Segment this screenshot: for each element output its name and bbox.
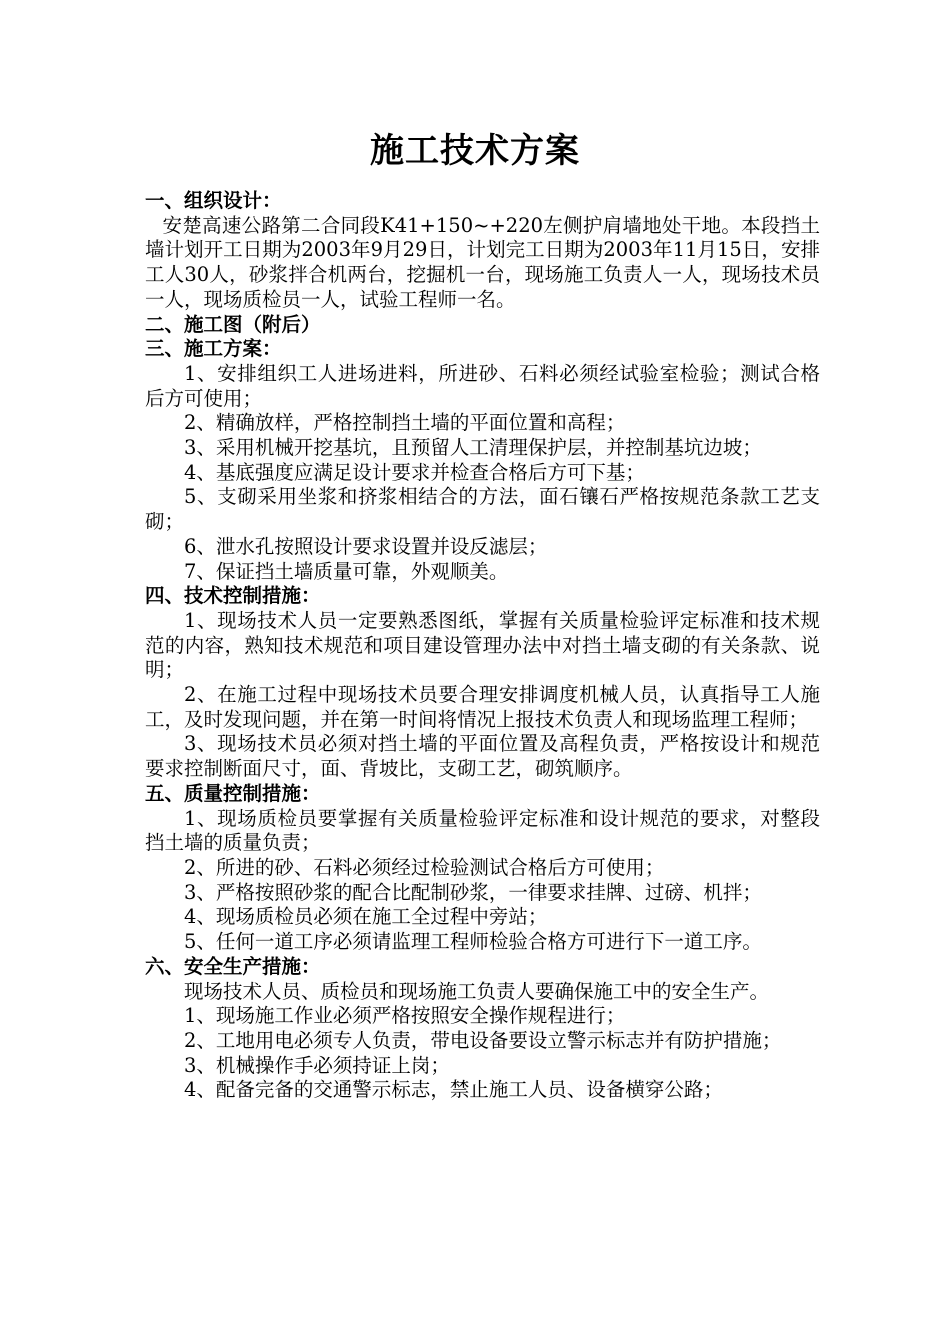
list-item: 1、现场施工作业必须严格按照安全操作规程进行； <box>184 1004 626 1028</box>
list-item: 6、泄水孔按照设计要求设置并设反滤层； <box>184 534 548 558</box>
list-item: 4、基底强度应满足设计要求并检查合格后方可下基； <box>184 460 645 484</box>
section-heading-drawings: 二、施工图（附后） <box>145 312 321 336</box>
list-item: 1、现场质检员要掌握有关质量检验评定标准和设计规范的要求，对整段挡土墙的质量负责； <box>145 806 820 855</box>
paragraph: 安楚高速公路第二合同段K41+150~+220左侧护肩墙地处干地。本段挡土墙计划开工日期为2003年9月29日，计划完工日期为2003年11月15日，安排工人30人，砂浆拌合机两台，挖掘机一台，现场施工负责人一人，现场技术员一人，现场质检员一人，试验工程师一名。 <box>145 213 820 311</box>
list-item: 1、现场技术人员一定要熟悉图纸，掌握有关质量检验评定标准和技术规范的内容，熟知技术规范和项目建设管理办法中对挡土墙支砌的有关条款、说明； <box>145 608 820 682</box>
list-item: 3、严格按照砂浆的配合比配制砂浆，一律要求挂牌、过磅、机拌； <box>184 880 762 904</box>
section-heading-technical-control: 四、技术控制措施： <box>145 584 321 608</box>
list-item: 4、配备完备的交通警示标志，禁止施工人员、设备横穿公路； <box>184 1078 723 1102</box>
list-item: 3、采用机械开挖基坑，且预留人工清理保护层，并控制基坑边坡； <box>184 436 762 460</box>
list-item: 2、在施工过程中现场技术员要合理安排调度机械人员，认真指导工人施工，及时发现问题，并在第一时间将情况上报技术负责人和现场监理工程师； <box>145 683 820 731</box>
section-heading-safety: 六、安全生产措施： <box>145 954 321 978</box>
section-heading-quality-control: 五、质量控制措施： <box>145 781 321 805</box>
list-item: 5、任何一道工序必须请监理工程师检验合格方可进行下一道工序。 <box>184 930 762 954</box>
list-item: 5、支砌采用坐浆和挤浆相结合的方法，面石镶石严格按规范条款工艺支砌； <box>145 485 820 534</box>
paragraph: 现场技术人员、质检员和现场施工负责人要确保施工中的安全生产。 <box>184 979 770 1003</box>
list-item: 2、工地用电必须专人负责，带电设备要设立警示标志并有防护措施； <box>184 1028 782 1052</box>
document-title: 施工技术方案 <box>370 131 580 171</box>
list-item: 3、机械操作手必须持证上岗； <box>184 1053 450 1077</box>
document-body <box>145 189 820 1103</box>
section-heading-organization: 一、组织设计： <box>145 189 282 212</box>
list-item: 3、现场技术员必须对挡土墙的平面位置及高程负责，严格按设计和规范要求控制断面尺寸，面、背坡比，支砌工艺，砌筑顺序。 <box>145 732 820 781</box>
list-item: 1、安排组织工人进场进料，所进砂、石料必须经试验室检验；测试合格后方可使用； <box>145 361 820 410</box>
list-item: 4、现场质检员必须在施工全过程中旁站； <box>184 905 548 929</box>
list-item: 7、保证挡土墙质量可靠，外观顺美。 <box>184 559 509 583</box>
list-item: 2、精确放样，严格控制挡土墙的平面位置和高程； <box>184 411 626 435</box>
section-heading-construction-plan: 三、施工方案： <box>145 337 282 361</box>
list-item: 2、所进的砂、石料必须经过检验测试合格后方可使用； <box>184 855 665 879</box>
